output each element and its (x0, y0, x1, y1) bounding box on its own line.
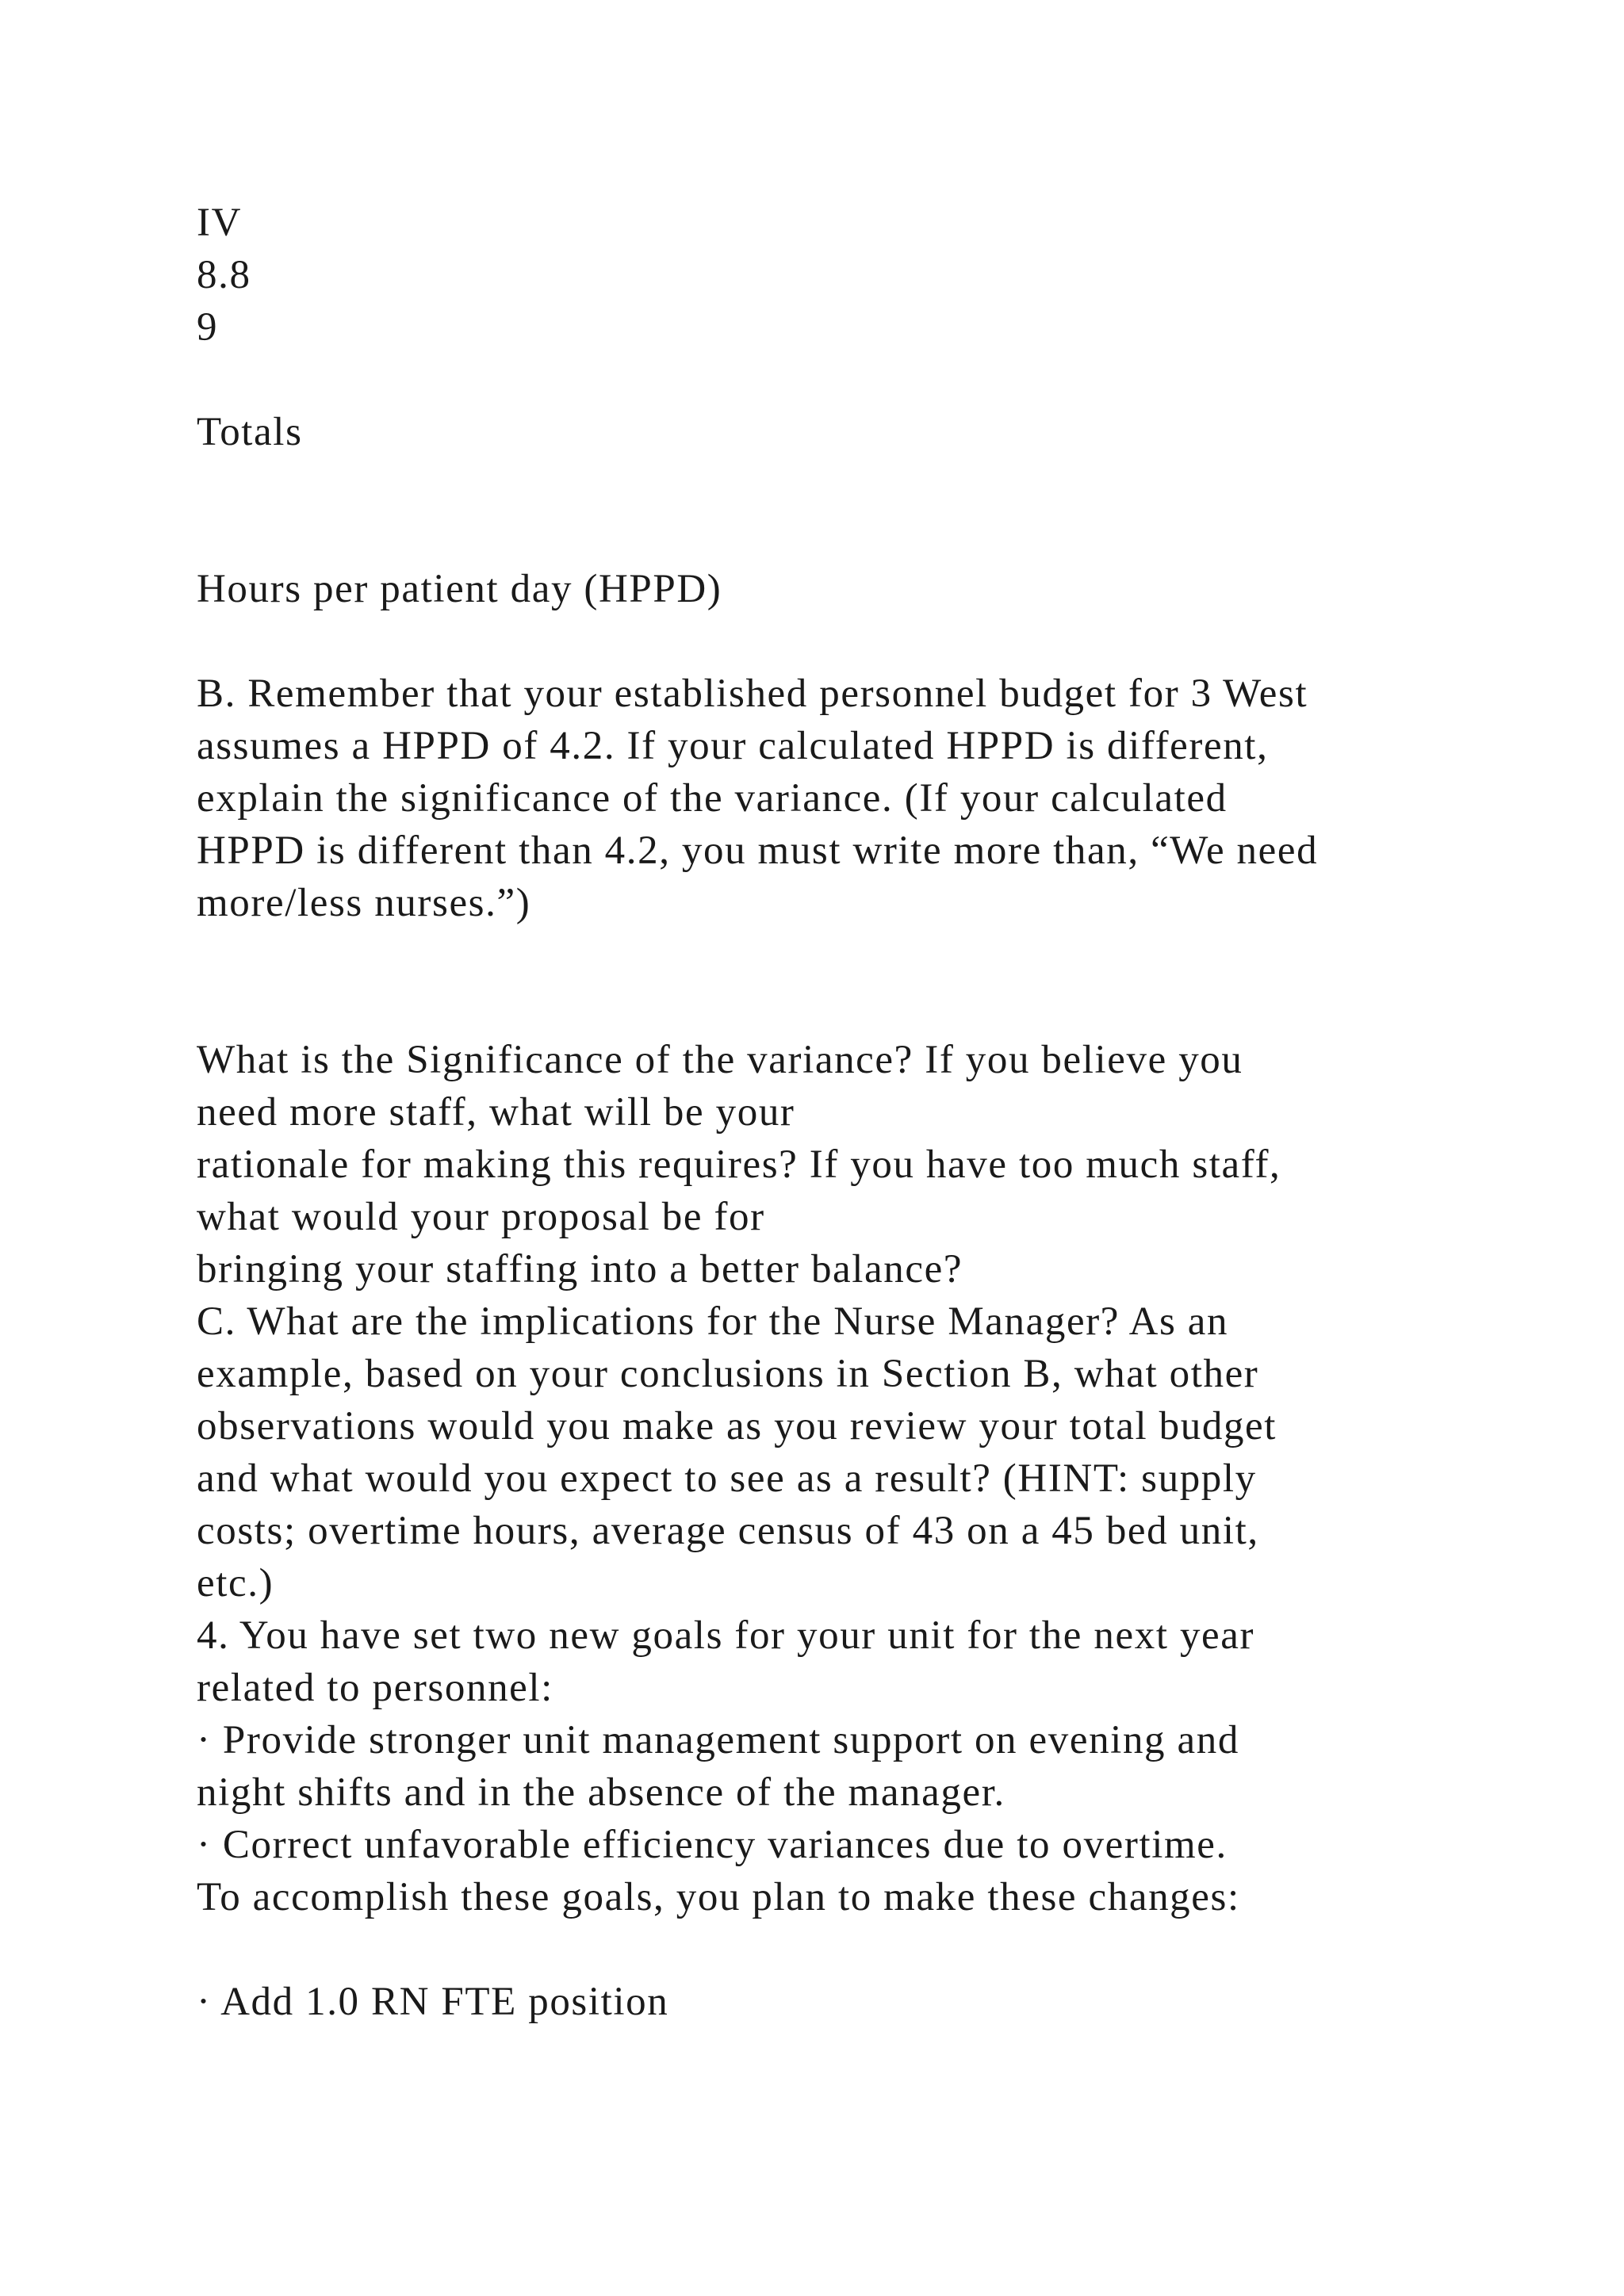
paragraph-line: observations would you make as you review your total budget (197, 1404, 1277, 1448)
table-value-hours: 8.8 (197, 253, 251, 297)
section-b-paragraph (197, 668, 1465, 929)
paragraph-line: need more staff, what will be your (197, 1090, 795, 1135)
totals-label: Totals (197, 410, 303, 454)
paragraph-line: To accomplish these goals, you plan to make these changes: (197, 1875, 1240, 1919)
paragraph-line: What is the Significance of the variance? If you believe you (197, 1038, 1243, 1082)
spacer (197, 458, 1465, 563)
table-row-label: IV (197, 201, 243, 245)
paragraph-line: costs; overtime hours, average census of 43 on a 45 bed unit, (197, 1509, 1259, 1553)
goal-bullet: · Correct unfavorable efficiency variances due to overtime. (197, 1823, 1228, 1867)
table-value-count: 9 (197, 305, 219, 350)
paragraph-line: more/less nurses.”) (197, 881, 531, 925)
paragraph-line: etc.) (197, 1561, 274, 1605)
paragraph-line: and what would you expect to see as a result? (HINT: supply (197, 1456, 1257, 1501)
paragraph-line: night shifts and in the absence of the manager. (197, 1770, 1005, 1815)
section-c-paragraph (197, 1295, 1465, 1609)
paragraph-line: assumes a HPPD of 4.2. If your calculated HPPD is different, (197, 724, 1269, 768)
paragraph-line: explain the significance of the variance. (If your calculated (197, 776, 1228, 821)
hppd-label: Hours per patient day (HPPD) (197, 567, 722, 611)
goal-bullet: · Provide stronger unit management support on evening and (197, 1718, 1239, 1762)
paragraph-line: what would your proposal be for (197, 1195, 765, 1239)
paragraph-line: example, based on your conclusions in Section B, what other (197, 1352, 1259, 1396)
change-bullet: · Add 1.0 RN FTE position (197, 1980, 669, 2024)
paragraph-line: HPPD is different than 4.2, you must write more than, “We need (197, 828, 1319, 873)
paragraph-line: 4. You have set two new goals for your unit for the next year (197, 1613, 1255, 1658)
paragraph-line: bringing your staffing into a better balance? (197, 1247, 963, 1292)
paragraph-line: C. What are the implications for the Nurse Manager? As an (197, 1299, 1229, 1344)
paragraph-line: rationale for making this requires? If you have too much staff, (197, 1142, 1281, 1187)
spacer (197, 615, 1465, 668)
document-body (197, 197, 1465, 2028)
spacer (197, 354, 1465, 406)
significance-question-paragraph (197, 1034, 1465, 1295)
paragraph-line: related to personnel: (197, 1666, 553, 1710)
paragraph-line: B. Remember that your established personnel budget for 3 West (197, 672, 1308, 716)
section-4-paragraph (197, 1609, 1465, 1923)
spacer (197, 929, 1465, 1034)
spacer (197, 1923, 1465, 1976)
